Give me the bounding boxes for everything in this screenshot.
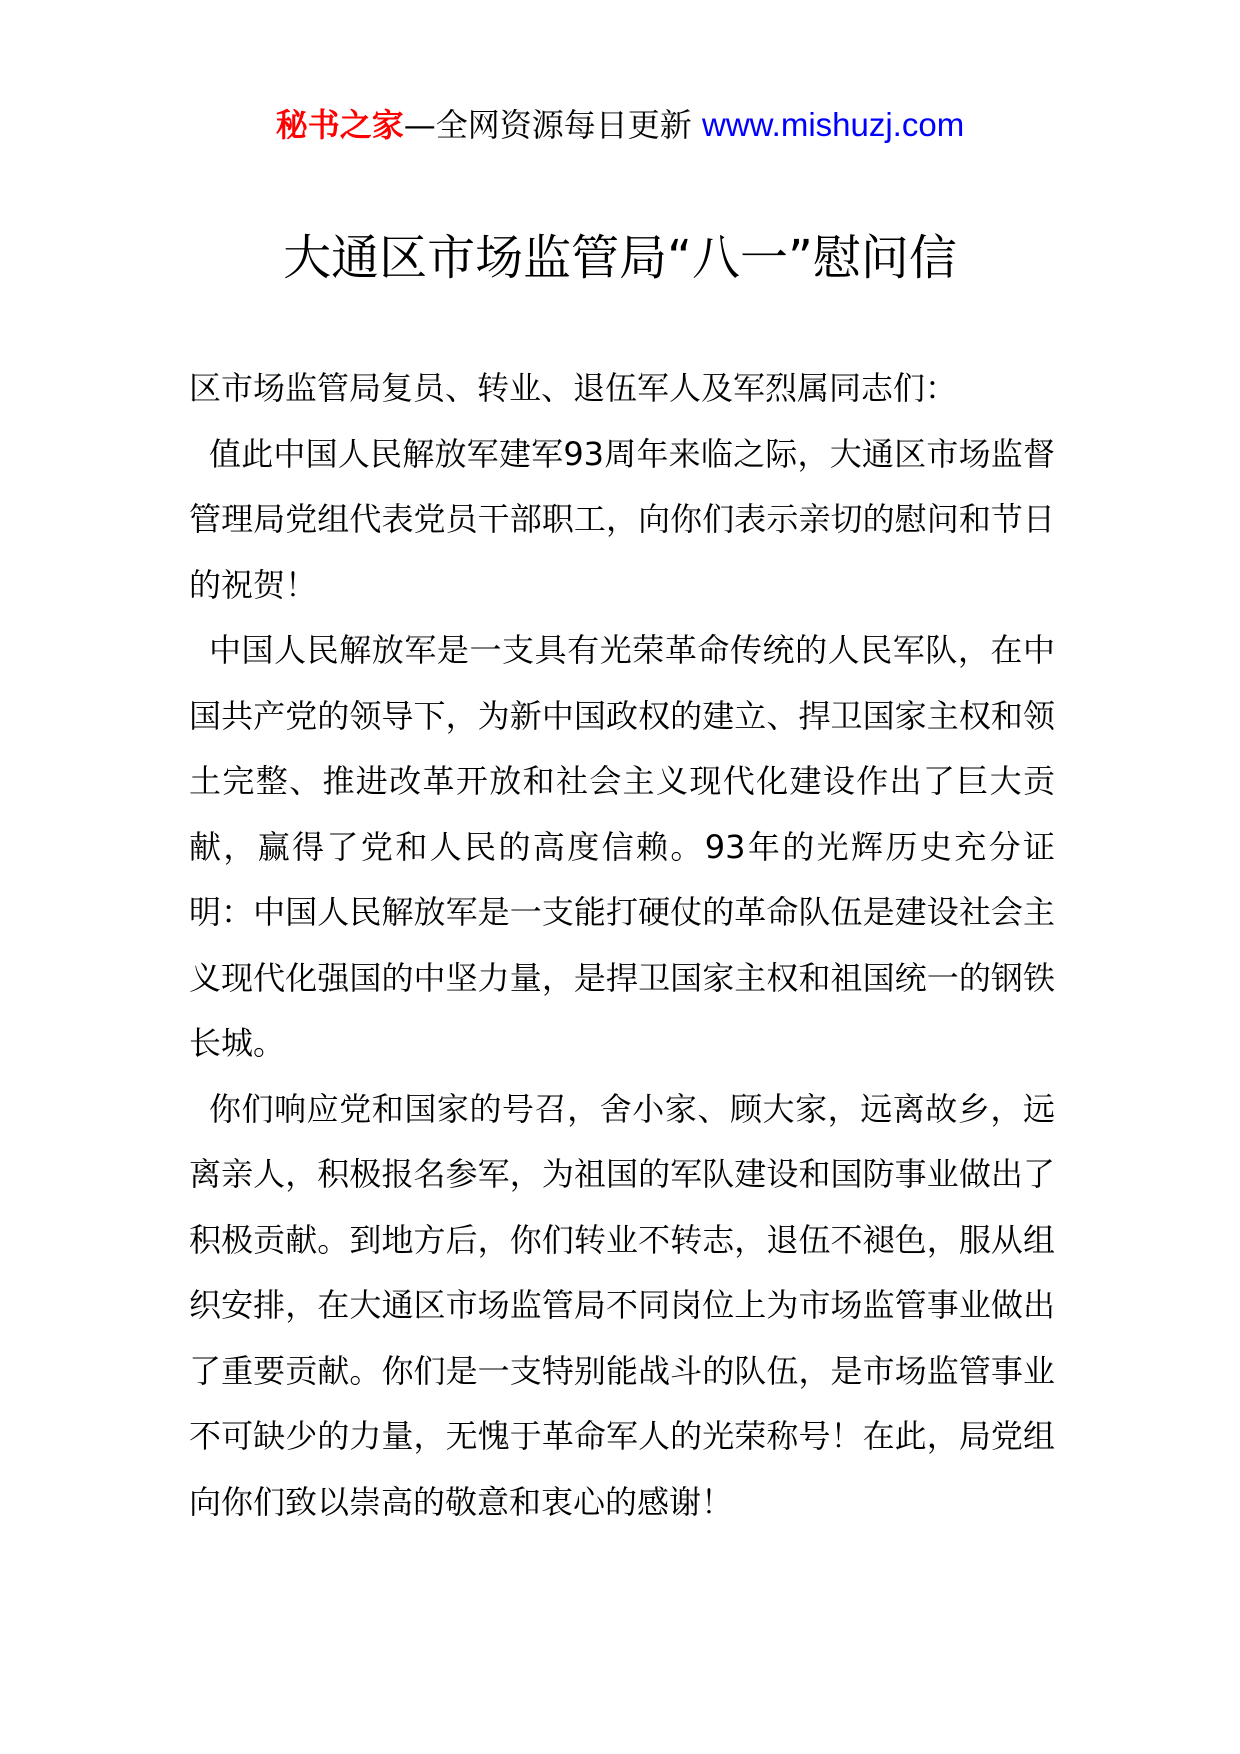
brand-name: 秘书之家 [275,106,404,144]
paragraph-1: 值此中国人民解放军建军93周年来临之际，大通区市场监督管理局党组代表党员干部职工，向你们表示亲切的慰问和节日的祝贺！ [189,434,1055,604]
paragraph-2: 中国人民解放军是一支具有光荣革命传统的人民军队，在中国共产党的领导下，为新中国政权的建立、捍卫国家主权和领土完整、推进改革开放和社会主义现代化建设作出了巨大贡献，赢得了党和人民的高度信赖。93年的光辉历史充分证明：中国人民解放军是一支能打硬仗的革命队伍是建设社会主义现代化强国的中坚力量，是捍卫国家主权和祖国统一的钢铁长城。 [189,631,1055,1062]
document-title: 大通区市场监管局“八一”慰问信 [283,230,957,286]
site-url-link[interactable]: www.mishuzj.com [701,106,965,143]
site-header [0,98,1240,152]
header-tagline: —全网资源每日更新 [403,106,702,144]
letter-body [189,356,1055,1535]
paragraph-3: 你们响应党和国家的号召，舍小家、顾大家，远离故乡，远离亲人，积极报名参军，为祖国的军队建设和国防事业做出了积极贡献。到地方后，你们转业不转志，退伍不褪色，服从组织安排，在大通区市场监管局不同岗位上为市场监管事业做出了重要贡献。你们是一支特别能战斗的队伍，是市场监管事业不可缺少的力量，无愧于革命军人的光荣称号！在此，局党组向你们致以崇高的敬意和衷心的感谢！ [189,1089,1055,1521]
salutation: 区市场监管局复员、转业、退伍军人及军烈属同志们： [189,369,958,407]
